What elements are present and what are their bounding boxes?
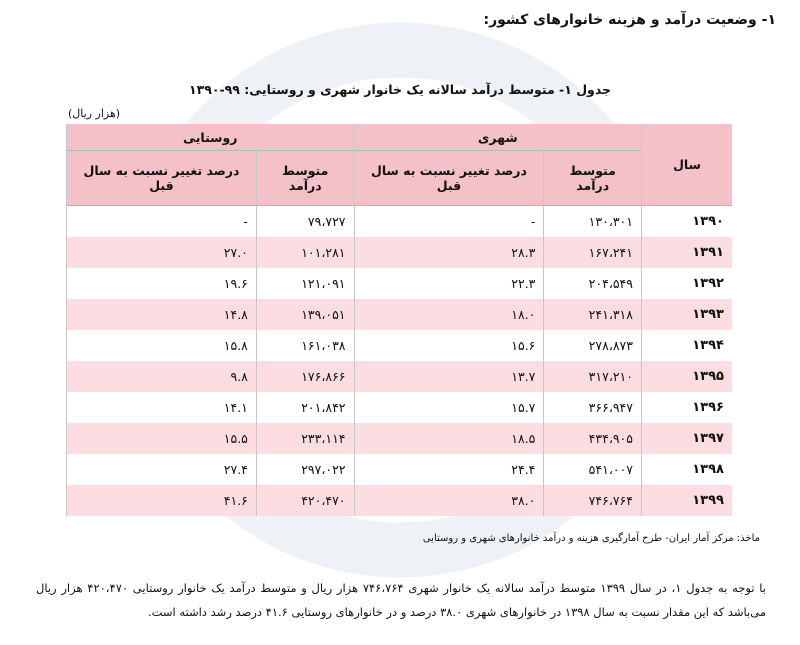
rural-change-cell: ۴۱.۶ — [67, 485, 257, 516]
source-note: ماخذ: مرکز آمار ایران- طرح آمارگیری هزینه و درآمد خانوارهای شهری و روستایی — [422, 533, 760, 544]
rural-change-cell: ۱۴.۸ — [67, 299, 257, 330]
year-cell: ۱۳۹۶ — [642, 392, 733, 423]
rural-income-cell: ۱۳۹،۰۵۱ — [256, 299, 354, 330]
urban-income-cell: ۲۰۴،۵۴۹ — [544, 268, 642, 299]
rural-income-cell: ۲۹۷،۰۲۲ — [256, 454, 354, 485]
urban-change-cell: ۲۴.۴ — [354, 454, 544, 485]
table-row — [67, 268, 733, 299]
rural-income-cell: ۱۰۱،۲۸۱ — [256, 237, 354, 268]
urban-change-header: درصد تغییر نسبت به سال قبل — [354, 151, 544, 206]
rural-header: روستایی — [67, 124, 355, 151]
urban-income-cell: ۱۳۰،۳۰۱ — [544, 206, 642, 238]
year-cell: ۱۳۹۳ — [642, 299, 733, 330]
section-title: ۱- وضعیت درآمد و هزینه خانوارهای کشور: — [483, 12, 776, 28]
urban-income-header: متوسط درآمد — [544, 151, 642, 206]
table-row — [67, 423, 733, 454]
urban-income-cell: ۲۷۸،۸۷۳ — [544, 330, 642, 361]
urban-income-cell: ۳۱۷،۲۱۰ — [544, 361, 642, 392]
table-row — [67, 392, 733, 423]
table-row — [67, 330, 733, 361]
rural-change-cell: ۲۷.۰ — [67, 237, 257, 268]
rural-change-cell: - — [67, 206, 257, 238]
year-cell: ۱۳۹۱ — [642, 237, 733, 268]
rural-change-cell: ۱۵.۵ — [67, 423, 257, 454]
table-row — [67, 206, 733, 238]
year-cell: ۱۳۹۸ — [642, 454, 733, 485]
urban-income-cell: ۳۶۶،۹۴۷ — [544, 392, 642, 423]
year-cell: ۱۳۹۵ — [642, 361, 733, 392]
year-cell: ۱۳۹۴ — [642, 330, 733, 361]
rural-change-cell: ۱۵.۸ — [67, 330, 257, 361]
rural-income-cell: ۱۷۶،۸۶۶ — [256, 361, 354, 392]
urban-change-cell: ۳۸.۰ — [354, 485, 544, 516]
table-row — [67, 361, 733, 392]
urban-income-cell: ۲۴۱،۳۱۸ — [544, 299, 642, 330]
year-cell: ۱۳۹۲ — [642, 268, 733, 299]
year-cell: ۱۳۹۷ — [642, 423, 733, 454]
urban-change-cell: ۲۸.۳ — [354, 237, 544, 268]
rural-change-header: درصد تغییر نسبت به سال قبل — [67, 151, 257, 206]
urban-income-cell: ۱۶۷،۲۴۱ — [544, 237, 642, 268]
table-caption: جدول ۱- متوسط درآمد سالانه یک خانوار شهری و روستایی: ۹۹-۱۳۹۰ — [188, 82, 612, 97]
year-cell: ۱۳۹۹ — [642, 485, 733, 516]
table-row — [67, 454, 733, 485]
table-row — [67, 485, 733, 516]
rural-change-cell: ۱۴.۱ — [67, 392, 257, 423]
rural-income-cell: ۷۹،۷۲۷ — [256, 206, 354, 238]
rural-change-cell: ۹.۸ — [67, 361, 257, 392]
rural-income-cell: ۱۲۱،۰۹۱ — [256, 268, 354, 299]
urban-income-cell: ۷۴۶،۷۶۴ — [544, 485, 642, 516]
urban-change-cell: ۱۵.۷ — [354, 392, 544, 423]
table-body — [67, 206, 733, 517]
urban-change-cell: ۱۸.۵ — [354, 423, 544, 454]
rural-change-cell: ۲۷.۴ — [67, 454, 257, 485]
rural-income-header: متوسط درآمد — [256, 151, 354, 206]
urban-header: شهری — [354, 124, 641, 151]
rural-income-cell: ۲۰۱،۸۴۲ — [256, 392, 354, 423]
rural-income-cell: ۴۲۰،۴۷۰ — [256, 485, 354, 516]
year-cell: ۱۳۹۰ — [642, 206, 733, 238]
table-header-row — [67, 124, 733, 151]
urban-income-cell: ۵۴۱،۰۰۷ — [544, 454, 642, 485]
urban-change-cell: ۱۸.۰ — [354, 299, 544, 330]
rural-change-cell: ۱۹.۶ — [67, 268, 257, 299]
table-subheader-row — [67, 151, 733, 206]
urban-change-cell: ۱۳.۷ — [354, 361, 544, 392]
table-row — [67, 237, 733, 268]
rural-income-cell: ۲۳۳،۱۱۴ — [256, 423, 354, 454]
urban-change-cell: ۲۲.۳ — [354, 268, 544, 299]
urban-income-cell: ۴۳۴،۹۰۵ — [544, 423, 642, 454]
table-row — [67, 299, 733, 330]
year-header: سال — [642, 124, 733, 206]
unit-label: (هزار ریال) — [68, 107, 121, 120]
summary-paragraph: با توجه به جدول ۱، در سال ۱۳۹۹ متوسط درآمد سالانه یک خانوار شهری ۷۴۶،۷۶۴ هزار ریال و متوسط درآمد یک خانوار روستایی ۴۲۰،۴۷۰ هزار ریال می‌باشد که این مقدار نسبت به سال ۱۳۹۸ در خانوارهای شهری ۳۸.۰ درصد و در خانوارهای روستایی ۴۱.۶ درصد رشد داشته است. — [36, 581, 766, 619]
urban-change-cell: ۱۵.۶ — [354, 330, 544, 361]
urban-change-cell: - — [354, 206, 544, 238]
income-table — [66, 124, 732, 516]
rural-income-cell: ۱۶۱،۰۳۸ — [256, 330, 354, 361]
